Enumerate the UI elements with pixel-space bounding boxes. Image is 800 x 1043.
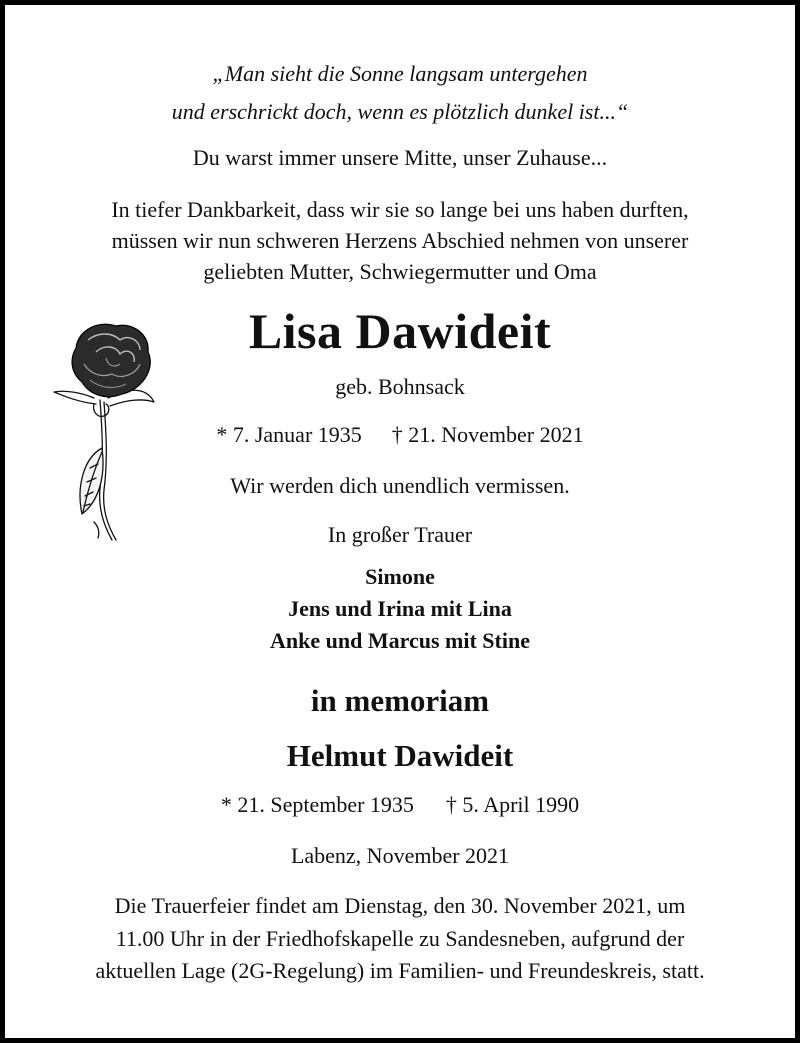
funeral-line-2: 11.00 Uhr in der Friedhofskapelle zu Sandesneben, aufgrund der [115,926,685,951]
quote-line-2: und erschrickt doch, wenn es plötzlich dunkel ist...“ [171,99,629,124]
memoriam-dates [0,792,800,818]
mourner-name: Anke und Marcus mit Stine [270,628,530,653]
maiden-name: geb. Bohnsack [335,374,465,399]
mourner-name: Simone [365,564,435,589]
deceased-dates [0,422,800,448]
mourning-intro: In großer Trauer [327,522,473,547]
funeral-line-3: aktuellen Lage (2G-Regelung) im Familien- und Freundeskreis, statt. [95,958,705,983]
announcement-line-2: müssen wir nun schweren Herzens Abschied nehmen von unserer [111,228,689,253]
funeral-line-1: Die Trauerfeier findet am Dienstag, den 30. November 2021, um [114,893,686,918]
announcement-line-3: geliebten Mutter, Schwiegermutter und Oma [203,259,597,284]
memoriam-birth-date: * 21. September 1935 [220,792,414,817]
deceased-name: Lisa Dawideit [248,303,552,359]
intro-text: Du warst immer unsere Mitte, unser Zuhause... [192,145,608,170]
memoriam-name: Helmut Dawideit [286,738,514,773]
memoriam-heading: in memoriam [310,683,490,718]
farewell-text: Wir werden dich unendlich vermissen. [230,473,570,498]
death-date: † 21. November 2021 [391,422,584,447]
announcement-line-1: In tiefer Dankbarkeit, dass wir sie so lange bei uns haben durften, [111,197,689,222]
mourner-name: Jens und Irina mit Lina [288,596,512,621]
quote-line-1: „Man sieht die Sonne langsam untergehen [212,61,588,86]
place-date: Labenz, November 2021 [290,843,510,868]
birth-date: * 7. Januar 1935 [216,422,362,447]
memoriam-death-date: † 5. April 1990 [445,792,580,817]
